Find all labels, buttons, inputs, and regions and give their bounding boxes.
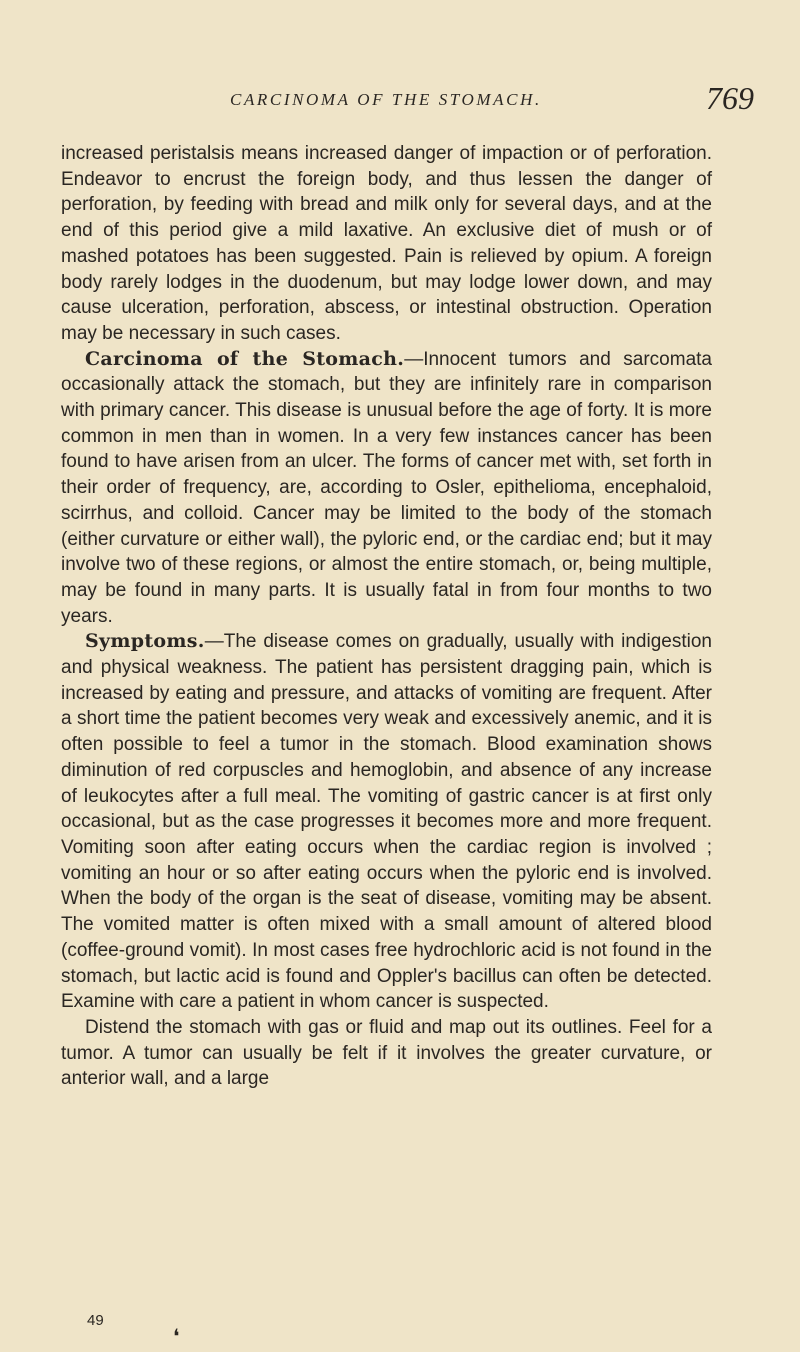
signature-mark: 49	[87, 1312, 104, 1329]
running-header	[0, 80, 800, 124]
section-heading-carcinoma: Carcinoma of the Stomach.	[85, 347, 405, 370]
paragraph-text: —Innocent tumors and sarcomata occasionally attack the stomach, but they are infinitely rare in comparison with primary cancer. This disease is unusual before the age of forty. It is more common in men than in women. In a very few instances cancer has been found to have arisen from an ulcer. The forms of cancer met with, set forth in their order of frequency, are, according to Osler, epithelioma, encephaloid, scirrhus, and colloid. Cancer may be limited to the body of the stomach (either curvature or either wall), the pyloric end, or the cardiac end; but it may involve two of these regions, or almost the entire stomach, or, being multiple, may be found in many parts. It is usually fatal in from four months to two years.	[61, 348, 712, 627]
paragraph-carcinoma	[61, 347, 712, 630]
paragraph-text: Distend the stomach with gas or fluid and map out its outlines. Feel for a tumor. A tumor can usually be felt if it involves the greater curvature, or anterior wall, and a large	[61, 1016, 712, 1090]
page-number: 769	[706, 80, 754, 116]
paragraph-distend	[61, 1015, 712, 1092]
body-text	[61, 141, 712, 1092]
paragraph-text: —The disease comes on gradually, usually with indigestion and physical weakness. The patient has persistent dragging pain, which is increased by eating and pressure, and attacks of vomiting are frequent. After a short time the patient becomes very weak and excessively anemic, and it is often possible to feel a tumor in the stomach. Blood examination shows diminution of red corpuscles and hemoglobin, and absence of any increase of leukocytes after a full meal. The vomiting of gastric cancer is at first only occasional, but as the case progresses it becomes more and more frequent. Vomiting soon after eating occurs when the cardiac region is involved ; vomiting an hour or so after eating occurs when the pyloric end is involved. When the body of the organ is the seat of disease, vomiting may be absent. The vomited matter is often mixed with a small amount of altered blood (coffee-ground vomit). In most cases free hydrochloric acid is not found in the stomach, but lactic acid is found and Oppler's bacillus can often be detected. Examine with care a patient in whom cancer is suspected.	[61, 631, 712, 1013]
section-heading-symptoms: Symptoms.	[85, 630, 205, 653]
running-title: CARCINOMA OF THE STOMACH.	[230, 90, 542, 109]
ink-mark: ❛	[173, 1326, 180, 1348]
paragraph-symptoms	[61, 629, 712, 1015]
paragraph-continuation	[61, 141, 712, 347]
paragraph-text: increased peristalsis means increased danger of impaction or of perforation. Endeavor to encrust the foreign body, and thus lessen the danger of perforation, by feeding with bread and milk only for several days, and at the end of this period give a mild laxative. An exclusive diet of mush or of mashed potatoes has been suggested. Pain is relieved by opium. A foreign body rarely lodges in the duodenum, but may lodge lower down, and may cause ulceration, perforation, abscess, or intestinal obstruction. Operation may be necessary in such cases.	[61, 143, 712, 344]
